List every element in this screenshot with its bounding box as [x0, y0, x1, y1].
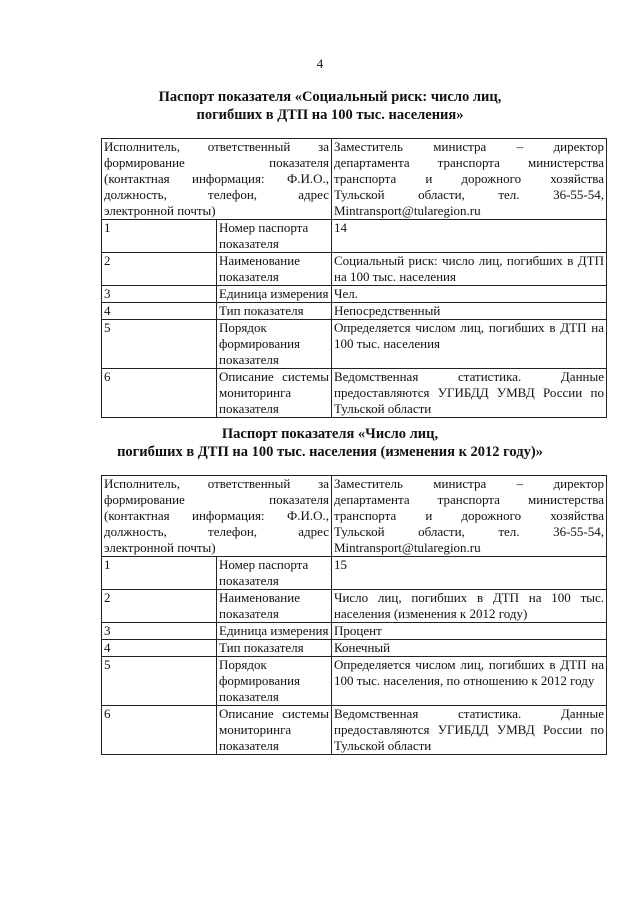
row-number: 3	[102, 623, 217, 640]
executor-label-line: формирование показателя	[104, 155, 329, 170]
table-row	[102, 220, 607, 253]
row-label: Единица измерения	[217, 286, 332, 303]
row-label: Описание системы мониторинга показателя	[217, 369, 332, 418]
executor-value-line: Тульской области, тел. 36-55-54,	[334, 524, 604, 539]
row-label: Единица измерения	[217, 623, 332, 640]
row-value: 14	[332, 220, 607, 253]
row-value: 15	[332, 557, 607, 590]
passport-2-title-line-2: погибших в ДТП на 100 тыс. населения (изменения к 2012 году)»	[117, 444, 543, 460]
passport-1-title-line-2: погибших в ДТП на 100 тыс. населения»	[196, 107, 464, 123]
row-number: 2	[102, 590, 217, 623]
executor-label-line: должность, телефон, адрес	[104, 187, 329, 202]
row-number: 4	[102, 303, 217, 320]
page-number: 4	[316, 56, 324, 71]
executor-label-line: формирование показателя	[104, 492, 329, 507]
row-label: Порядок формирования показателя	[217, 320, 332, 369]
executor-label-line: электронной почты)	[104, 203, 216, 218]
row-label: Тип показателя	[217, 640, 332, 657]
executor-label-line: Исполнитель, ответственный за	[104, 476, 329, 491]
executor-label-line: (контактная информация: Ф.И.О.,	[104, 171, 329, 186]
executor-value	[332, 139, 607, 220]
row-value: Ведомственная статистика. Данные предоставляются УГИБДД УМВД России по Тульской области	[332, 369, 607, 418]
row-label: Тип показателя	[217, 303, 332, 320]
row-label: Номер паспорта показателя	[217, 220, 332, 253]
table-row	[102, 657, 607, 706]
row-number: 1	[102, 220, 217, 253]
executor-value-line: Заместитель министра – директор	[334, 476, 604, 491]
executor-label	[102, 476, 332, 557]
row-number: 4	[102, 640, 217, 657]
row-value: Чел.	[332, 286, 607, 303]
table-row	[102, 253, 607, 286]
table-row	[102, 303, 607, 320]
passport-1-table	[101, 138, 607, 418]
row-number: 1	[102, 557, 217, 590]
executor-label-line: электронной почты)	[104, 540, 216, 555]
executor-value-line: департамента транспорта министерства	[334, 155, 604, 170]
executor-value-line: департамента транспорта министерства	[334, 492, 604, 507]
executor-value-line: транспорта и дорожного хозяйства	[334, 171, 604, 186]
passport-2-title	[60, 425, 600, 461]
row-number: 5	[102, 320, 217, 369]
executor-value-line: Mintransport@tularegion.ru	[334, 540, 481, 555]
row-value: Процент	[332, 623, 607, 640]
passport-1-title	[60, 88, 600, 124]
row-value: Конечный	[332, 640, 607, 657]
row-value: Определяется числом лиц, погибших в ДТП на 100 тыс. населения, по отношению к 2012 году	[332, 657, 607, 706]
row-label: Описание системы мониторинга показателя	[217, 706, 332, 755]
executor-label-line: Исполнитель, ответственный за	[104, 139, 329, 154]
row-label: Порядок формирования показателя	[217, 657, 332, 706]
row-value: Непосредственный	[332, 303, 607, 320]
row-label: Наименование показателя	[217, 253, 332, 286]
executor-value-line: Заместитель министра – директор	[334, 139, 604, 154]
row-number: 6	[102, 706, 217, 755]
table-row	[102, 640, 607, 657]
row-number: 6	[102, 369, 217, 418]
passport-2-table	[101, 475, 607, 755]
table-row	[102, 590, 607, 623]
table-row	[102, 706, 607, 755]
row-number: 2	[102, 253, 217, 286]
table-row	[102, 369, 607, 418]
row-value: Социальный риск: число лиц, погибших в ДТП на 100 тыс. населения	[332, 253, 607, 286]
table-row	[102, 286, 607, 303]
executor-label-line: должность, телефон, адрес	[104, 524, 329, 539]
table-row	[102, 320, 607, 369]
row-label: Наименование показателя	[217, 590, 332, 623]
row-value: Ведомственная статистика. Данные предоставляются УГИБДД УМВД России по Тульской области	[332, 706, 607, 755]
table-row	[102, 623, 607, 640]
executor-value-line: транспорта и дорожного хозяйства	[334, 508, 604, 523]
row-value: Определяется числом лиц, погибших в ДТП на 100 тыс. населения	[332, 320, 607, 369]
row-label: Номер паспорта показателя	[217, 557, 332, 590]
table-row	[102, 557, 607, 590]
executor-value	[332, 476, 607, 557]
passport-1-title-line-1: Паспорт показателя «Социальный риск: число лиц,	[158, 89, 502, 105]
row-value: Число лиц, погибших в ДТП на 100 тыс. населения (изменения к 2012 году)	[332, 590, 607, 623]
executor-row	[102, 476, 607, 557]
executor-label-line: (контактная информация: Ф.И.О.,	[104, 508, 329, 523]
executor-value-line: Тульской области, тел. 36-55-54,	[334, 187, 604, 202]
row-number: 3	[102, 286, 217, 303]
passport-2-title-line-1: Паспорт показателя «Число лиц,	[221, 426, 439, 442]
executor-label	[102, 139, 332, 220]
row-number: 5	[102, 657, 217, 706]
executor-value-line: Mintransport@tularegion.ru	[334, 203, 481, 218]
executor-row	[102, 139, 607, 220]
